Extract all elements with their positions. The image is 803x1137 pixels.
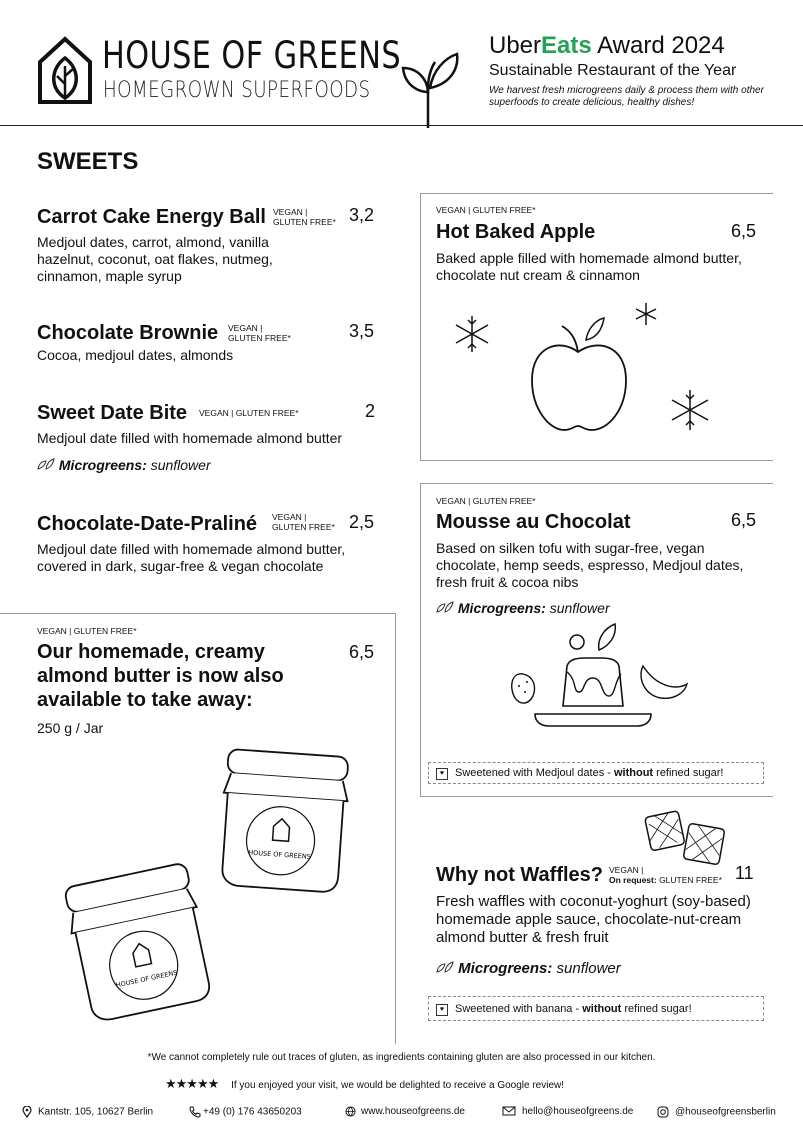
- contact-phone[interactable]: [189, 1106, 302, 1118]
- item-tag-rest: GLUTEN FREE*: [656, 875, 722, 885]
- uber-logo-text: Uber: [489, 32, 542, 59]
- star-rating-icon: ★★★★★: [165, 1076, 219, 1091]
- item-description: 250 g / Jar: [37, 720, 104, 736]
- item-tag: VEGAN | GLUTEN FREE*: [436, 496, 536, 506]
- microgreens-label: Microgreens:: [457, 600, 546, 616]
- note-text: Sweetened with banana -: [455, 1003, 583, 1015]
- heart-icon: ♥: [436, 768, 448, 780]
- microgreens-leaf-icon: [37, 458, 55, 470]
- review-text: If you enjoyed your visit, we would be delighted to receive a Google review!: [231, 1080, 565, 1091]
- instagram-text: @houseofgreensberlin: [675, 1106, 776, 1118]
- item-description: Medjoul date filled with homemade almond butter: [37, 430, 343, 446]
- phone-icon: [189, 1106, 201, 1118]
- apple-illustration-icon: [450, 300, 720, 440]
- item-price: 2,5: [349, 512, 375, 532]
- section-title: SWEETS: [37, 148, 139, 175]
- item-tag: VEGAN | GLUTEN FREE*: [37, 626, 137, 636]
- microgreens-line: [37, 457, 211, 473]
- award-description: We harvest fresh microgreens daily & process them with other superfoods to create delicious, healthy dishes!: [489, 85, 764, 108]
- jar-label: HOUSE OF GREENS: [115, 968, 179, 990]
- globe-icon: [345, 1106, 356, 1117]
- item-tag: VEGAN | GLUTEN FREE*: [272, 512, 335, 532]
- note-text: refined sugar!: [621, 1003, 692, 1015]
- location-pin-icon: [22, 1106, 32, 1118]
- microgreens-label: Microgreens:: [58, 457, 147, 473]
- item-name: Hot Baked Apple: [436, 221, 596, 243]
- item-tag-bold: On request:: [609, 875, 657, 885]
- item-price: 6,5: [731, 221, 757, 241]
- award-heading: [489, 32, 725, 60]
- sugar-note: [428, 996, 764, 1021]
- award-subtitle: Sustainable Restaurant of the Year: [489, 62, 737, 79]
- award-title: Award 2024: [597, 32, 725, 59]
- jar-icon: [210, 745, 360, 895]
- note-text: refined sugar!: [653, 767, 724, 779]
- item-description: Baked apple filled with homemade almond butter, chocolate nut cream & cinnamon: [436, 250, 742, 283]
- gluten-note: *We cannot completely rule out traces of gluten, as ingredients containing gluten are also processed in our kitchen.: [147, 1052, 656, 1063]
- microgreens-label: Microgreens:: [458, 960, 553, 977]
- review-line: [165, 1076, 564, 1092]
- item-name: Chocolate-Date-Praliné: [37, 513, 258, 535]
- microgreens-leaf-icon: [436, 601, 454, 613]
- house-logo-icon: [37, 36, 93, 104]
- email-icon: [502, 1106, 516, 1116]
- item-description: Fresh waffles with coconut-yoghurt (soy-based) homemade apple sauce, chocolate-nut-cream almond butter & fresh fruit: [436, 893, 751, 946]
- item-tag: VEGAN | GLUTEN FREE*: [199, 408, 299, 418]
- item-description: Based on silken tofu with sugar-free, vegan chocolate, hemp seeds, espresso, Medjoul dates, fresh fruit & cocoa nibs: [436, 540, 744, 590]
- item-tag: VEGAN | GLUTEN FREE*: [228, 323, 291, 343]
- mousse-illustration-icon: [505, 622, 695, 730]
- microgreens-leaf-icon: [436, 961, 454, 973]
- item-name: Mousse au Chocolat: [436, 511, 631, 533]
- address-text: Kantstr. 105, 10627 Berlin: [38, 1106, 154, 1118]
- item-tag-top: VEGAN |: [609, 865, 644, 875]
- heart-icon: ♥: [436, 1004, 448, 1016]
- item-price: 11: [735, 863, 754, 883]
- item-price: 6,5: [731, 510, 757, 530]
- contact-email[interactable]: [502, 1106, 633, 1117]
- eats-logo-text: Eats: [541, 32, 592, 59]
- jar-icon: [62, 853, 222, 1023]
- microgreens-line: [436, 600, 610, 616]
- sugar-note: [428, 762, 764, 784]
- item-price: 6,5: [349, 642, 375, 662]
- item-price: 2: [365, 401, 376, 421]
- contact-address: [22, 1106, 153, 1118]
- sprout-icon: [399, 48, 461, 128]
- item-price: 3,5: [349, 321, 375, 341]
- item-tag: [609, 865, 722, 885]
- microgreens-line: [436, 960, 621, 977]
- item-price: 3,2: [349, 205, 375, 225]
- jar-label: HOUSE OF GREENS: [247, 848, 312, 861]
- item-tag: VEGAN | GLUTEN FREE*: [436, 205, 536, 215]
- note-bold: without: [613, 767, 654, 779]
- item-name: Why not Waffles?: [436, 864, 604, 886]
- item-name: Our homemade, creamy almond butter is now also available to take away:: [37, 641, 284, 711]
- item-tag: VEGAN | GLUTEN FREE*: [273, 207, 336, 227]
- note-text: Sweetened with Medjoul dates -: [455, 767, 614, 779]
- web-text: www.houseofgreens.de: [361, 1106, 465, 1118]
- item-description: Medjoul date filled with homemade almond butter, covered in dark, sugar-free & vegan chocolate: [37, 541, 346, 574]
- item-name: Chocolate Brownie: [37, 322, 219, 344]
- email-text: hello@houseofgreens.de: [522, 1106, 634, 1117]
- item-name: Carrot Cake Energy Ball: [37, 206, 266, 228]
- microgreens-value: sunflower: [150, 457, 211, 473]
- item-name: Sweet Date Bite: [37, 402, 188, 424]
- waffle-icon: [644, 808, 730, 868]
- item-description: Cocoa, medjoul dates, almonds: [37, 347, 234, 363]
- item-description: Medjoul dates, carrot, almond, vanilla hazelnut, coconut, oat flakes, nutmeg, cinnamon, maple syrup: [37, 234, 273, 284]
- microgreens-value: sunflower: [549, 600, 610, 616]
- brand-subtitle: HOMEGROWN SUPERFOODS: [103, 78, 371, 103]
- contact-instagram[interactable]: [657, 1106, 776, 1118]
- contact-web[interactable]: [345, 1106, 465, 1117]
- phone-text: +49 (0) 176 43650203: [203, 1106, 302, 1118]
- note-bold: without: [582, 1003, 622, 1015]
- instagram-icon: [657, 1106, 669, 1118]
- microgreens-value: sunflower: [556, 960, 621, 977]
- brand-title: HOUSE OF GREENS: [102, 34, 401, 77]
- header-divider: [0, 125, 803, 126]
